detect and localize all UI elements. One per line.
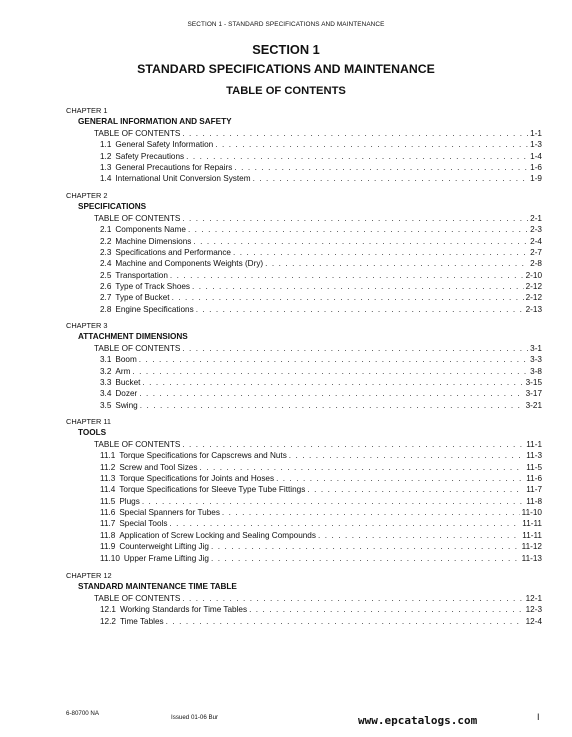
toc-entry-page: 2-7 [530, 248, 542, 258]
toc-entry-page: 11-11 [522, 530, 542, 540]
toc-entry-title: Swing [115, 400, 138, 410]
toc-entry-number: 3.5 [100, 400, 112, 410]
toc-entry-title: Transportation [115, 270, 168, 280]
toc-entry-number: 2.5 [100, 270, 112, 280]
toc-entry-title: Type of Bucket [115, 293, 170, 303]
chapter-name: STANDARD MAINTENANCE TIME TABLE [78, 581, 237, 591]
toc-entry-page: 11-5 [526, 462, 542, 472]
dot-leader [182, 128, 528, 139]
toc-entry-number: 2.7 [100, 293, 112, 303]
dot-leader [140, 400, 524, 411]
toc-entry-title: Application of Screw Locking and Sealing Compounds [119, 530, 316, 540]
dot-leader [234, 162, 528, 173]
section-subtitle: STANDARD SPECIFICATIONS AND MAINTENANCE [137, 62, 435, 76]
toc-entry-title: Torque Specifications for Sleeve Type Tube Fittings [119, 485, 306, 495]
dot-leader [307, 484, 524, 495]
toc-entry-title: Torque Specifications for Joints and Hoses [119, 474, 275, 484]
toc-entry-number: 3.3 [100, 378, 112, 388]
toc-entry-title: Screw and Tool Sizes [119, 462, 198, 472]
toc-entry-title: General Safety Information [115, 140, 214, 150]
toc-entry-page: 2-12 [525, 293, 542, 303]
toc-entry-page: 11-6 [526, 474, 542, 484]
dot-leader [132, 366, 528, 377]
toc-entry-page: 3-21 [525, 400, 542, 410]
toc-entry-number: 11.3 [100, 474, 116, 484]
toc-entry[interactable] [100, 541, 542, 552]
toc-entry-page: 2-10 [525, 270, 542, 280]
dot-leader [169, 518, 520, 529]
toc-entry-number: 11.4 [100, 485, 116, 495]
toc-entry[interactable] [100, 530, 542, 541]
toc-entry-number: 11.8 [100, 530, 116, 540]
toc-entry[interactable] [100, 507, 542, 518]
toc-entry[interactable] [100, 247, 542, 258]
toc-entry-page: 1-3 [530, 140, 542, 150]
toc-entry-page: 2-12 [525, 282, 542, 292]
dot-leader [139, 354, 528, 365]
toc-entry-title: Dozer [115, 389, 138, 399]
toc-entry-page: 12-4 [525, 616, 542, 626]
toc-entry-number: 11.2 [100, 462, 116, 472]
toc-title: TABLE OF CONTENTS [226, 85, 346, 97]
toc-entry-page: 2-3 [530, 225, 542, 235]
dot-leader [166, 616, 524, 627]
dot-leader [139, 388, 523, 399]
toc-entry-number: 2.1 [100, 225, 112, 235]
toc-entry-number: 1.2 [100, 151, 112, 161]
toc-entry-number: 11.1 [100, 451, 116, 461]
toc-entry-title: Engine Specifications [115, 304, 194, 314]
toc-entry-title: TABLE OF CONTENTS [94, 594, 181, 603]
toc-entry-page: 3-3 [530, 355, 542, 365]
toc-entry-title: International Unit Conversion System [115, 174, 251, 184]
dot-leader [276, 473, 524, 484]
toc-entry[interactable] [100, 281, 542, 292]
dot-leader [170, 270, 524, 281]
toc-entry-title: Boom [115, 355, 137, 365]
dot-leader [142, 496, 524, 507]
toc-entry[interactable] [100, 473, 542, 484]
chapter-name: SPECIFICATIONS [78, 201, 147, 211]
dot-leader [265, 258, 528, 269]
dot-leader [253, 173, 529, 184]
toc-entry-page: 11-8 [526, 496, 542, 506]
toc-entry-title: Bucket [115, 378, 141, 388]
toc-entry-page: 11-7 [526, 485, 542, 495]
toc-entry-number: 3.2 [100, 366, 112, 376]
chapter-label: CHAPTER 11 [66, 417, 112, 426]
toc-entry-page: 12-1 [525, 594, 542, 603]
toc-entry-number: 2.6 [100, 282, 112, 292]
toc-entry-number: 3.4 [100, 389, 112, 399]
toc-entry-page: 1-6 [530, 163, 542, 173]
toc-entry-title: TABLE OF CONTENTS [94, 440, 181, 449]
toc-entry-title: Arm [115, 366, 131, 376]
dot-leader [188, 224, 528, 235]
toc-entry[interactable] [100, 377, 542, 388]
toc-entry-page: 12-3 [525, 605, 542, 615]
toc-entry[interactable] [100, 616, 542, 627]
toc-entry-page: 3-15 [525, 378, 542, 388]
toc-entry-title: General Precautions for Repairs [115, 163, 233, 173]
toc-entry[interactable] [100, 292, 542, 303]
section-title: SECTION 1 [252, 42, 320, 57]
toc-entry-number: 1.1 [100, 140, 112, 150]
toc-entry[interactable] [100, 236, 542, 247]
toc-entry[interactable] [100, 258, 542, 269]
dot-leader [318, 530, 520, 541]
chapter-label: CHAPTER 1 [66, 106, 108, 115]
dot-leader [199, 462, 524, 473]
toc-entry-number: 1.3 [100, 163, 112, 173]
toc-entry-page: 1-4 [530, 151, 542, 161]
dot-leader [211, 553, 520, 564]
toc-entry[interactable] [100, 496, 542, 507]
toc-entry[interactable] [100, 604, 542, 615]
toc-entry-number: 11.10 [100, 553, 120, 563]
toc-entry-title: Special Spanners for Tubes [119, 508, 220, 518]
toc-entry-title: TABLE OF CONTENTS [94, 214, 181, 223]
toc-entry-page: 11-1 [526, 440, 542, 449]
toc-entry-title: Components Name [115, 225, 186, 235]
dot-leader [215, 139, 528, 150]
toc-entry-title: Torque Specifications for Capscrews and Nuts [119, 451, 287, 461]
toc-entry-page: 11-13 [521, 553, 542, 563]
chapter-name: GENERAL INFORMATION AND SAFETY [78, 116, 232, 126]
toc-entry-number: 11.6 [100, 508, 116, 518]
toc-entry[interactable] [100, 388, 542, 399]
toc-entry-number: 2.3 [100, 248, 112, 258]
toc-entry-title: Upper Frame Lifting Jig [123, 553, 209, 563]
toc-entry-title: Counterweight Lifting Jig [119, 542, 209, 552]
toc-entry-title: Machine and Components Weights (Dry) [115, 259, 264, 269]
dot-leader [289, 450, 524, 461]
toc-entry[interactable] [100, 139, 542, 150]
toc-entry-page: 3-17 [525, 389, 542, 399]
toc-entry-page: 11-11 [522, 519, 542, 529]
chapter-name: ATTACHMENT DIMENSIONS [78, 331, 188, 341]
toc-entry[interactable] [100, 484, 542, 495]
toc-entry-number: 12.1 [100, 605, 116, 615]
toc-entry-page: 11-10 [521, 508, 542, 518]
toc-entry-title: Safety Precautions [115, 151, 185, 161]
toc-entry[interactable] [100, 151, 542, 162]
dot-leader [192, 281, 524, 292]
toc-entry-title: TABLE OF CONTENTS [94, 344, 181, 353]
dot-leader [182, 439, 524, 450]
toc-entry-title: Machine Dimensions [115, 236, 192, 246]
dot-leader [211, 541, 520, 552]
toc-entry-number: 11.9 [100, 542, 116, 552]
dot-leader [142, 377, 523, 388]
toc-entry-number: 11.5 [100, 496, 116, 506]
toc-entry-number: 2.8 [100, 304, 112, 314]
dot-leader [233, 247, 528, 258]
running-header: SECTION 1 - STANDARD SPECIFICATIONS AND MAINTENANCE [187, 21, 385, 28]
toc-entry-page: 11-12 [521, 542, 542, 552]
toc-entry-title: Working Standards for Time Tables [119, 605, 248, 615]
toc-entry-title: Specifications and Performance [115, 248, 231, 258]
toc-entry[interactable] [100, 400, 542, 411]
footer-url: www.epcatalogs.com [358, 714, 478, 727]
toc-entry[interactable] [100, 553, 542, 564]
chapter-label: CHAPTER 3 [66, 321, 108, 330]
dot-leader [196, 304, 524, 315]
toc-entry-title: Special Tools [119, 519, 168, 529]
toc-entry-title: TABLE OF CONTENTS [94, 129, 181, 138]
dot-leader [193, 236, 528, 247]
dot-leader [182, 593, 523, 604]
toc-entry-page: 2-8 [530, 259, 542, 269]
toc-entry[interactable] [94, 593, 542, 604]
toc-entry-page: 2-13 [525, 304, 542, 314]
toc-entry[interactable] [100, 518, 542, 529]
toc-entry-title: Type of Track Shoes [115, 282, 191, 292]
toc-entry-page: 1-1 [530, 129, 542, 138]
toc-entry-page: 3-8 [530, 366, 542, 376]
toc-entry-number: 3.1 [100, 355, 112, 365]
toc-entry-number: 2.2 [100, 236, 112, 246]
toc-entry[interactable] [100, 366, 542, 377]
toc-entry-title: Time Tables [119, 616, 164, 626]
toc-entry[interactable] [100, 270, 542, 281]
toc-entry[interactable] [94, 213, 542, 224]
toc-entry-page: 2-4 [530, 236, 542, 246]
dot-leader [186, 151, 528, 162]
chapter-name: TOOLS [78, 427, 107, 437]
chapter-label: CHAPTER 2 [66, 191, 108, 200]
toc-entry[interactable] [100, 354, 542, 365]
toc-entry[interactable] [100, 462, 542, 473]
footer-doc-code: 6-80700 NA [66, 710, 100, 717]
dot-leader [182, 343, 528, 354]
toc-entry[interactable] [100, 173, 542, 184]
toc-entry-number: 12.2 [100, 616, 116, 626]
chapter-label: CHAPTER 12 [66, 571, 112, 580]
dot-leader [182, 213, 528, 224]
footer-issued: Issued 01-06 Bur [171, 714, 219, 721]
toc-entry[interactable] [94, 128, 542, 139]
toc-entry-page: 1-9 [530, 174, 542, 184]
toc-entry[interactable] [100, 304, 542, 315]
toc-entry-page: 11-3 [526, 451, 542, 461]
footer-page-mark: I [537, 712, 540, 722]
toc-entry-number: 2.4 [100, 259, 112, 269]
toc-entry-title: Plugs [119, 496, 140, 506]
toc-entry-number: 11.7 [100, 519, 116, 529]
dot-leader [222, 507, 520, 518]
toc-entry-page: 2-1 [530, 214, 542, 223]
toc-entry[interactable] [100, 224, 542, 235]
toc-entry-number: 1.4 [100, 174, 112, 184]
toc-entry[interactable] [94, 343, 542, 354]
toc-entry[interactable] [100, 162, 542, 173]
toc-entry[interactable] [94, 439, 542, 450]
dot-leader [249, 604, 524, 615]
toc-entry-page: 3-1 [530, 344, 542, 353]
dot-leader [172, 292, 524, 303]
toc-entry[interactable] [100, 450, 542, 461]
